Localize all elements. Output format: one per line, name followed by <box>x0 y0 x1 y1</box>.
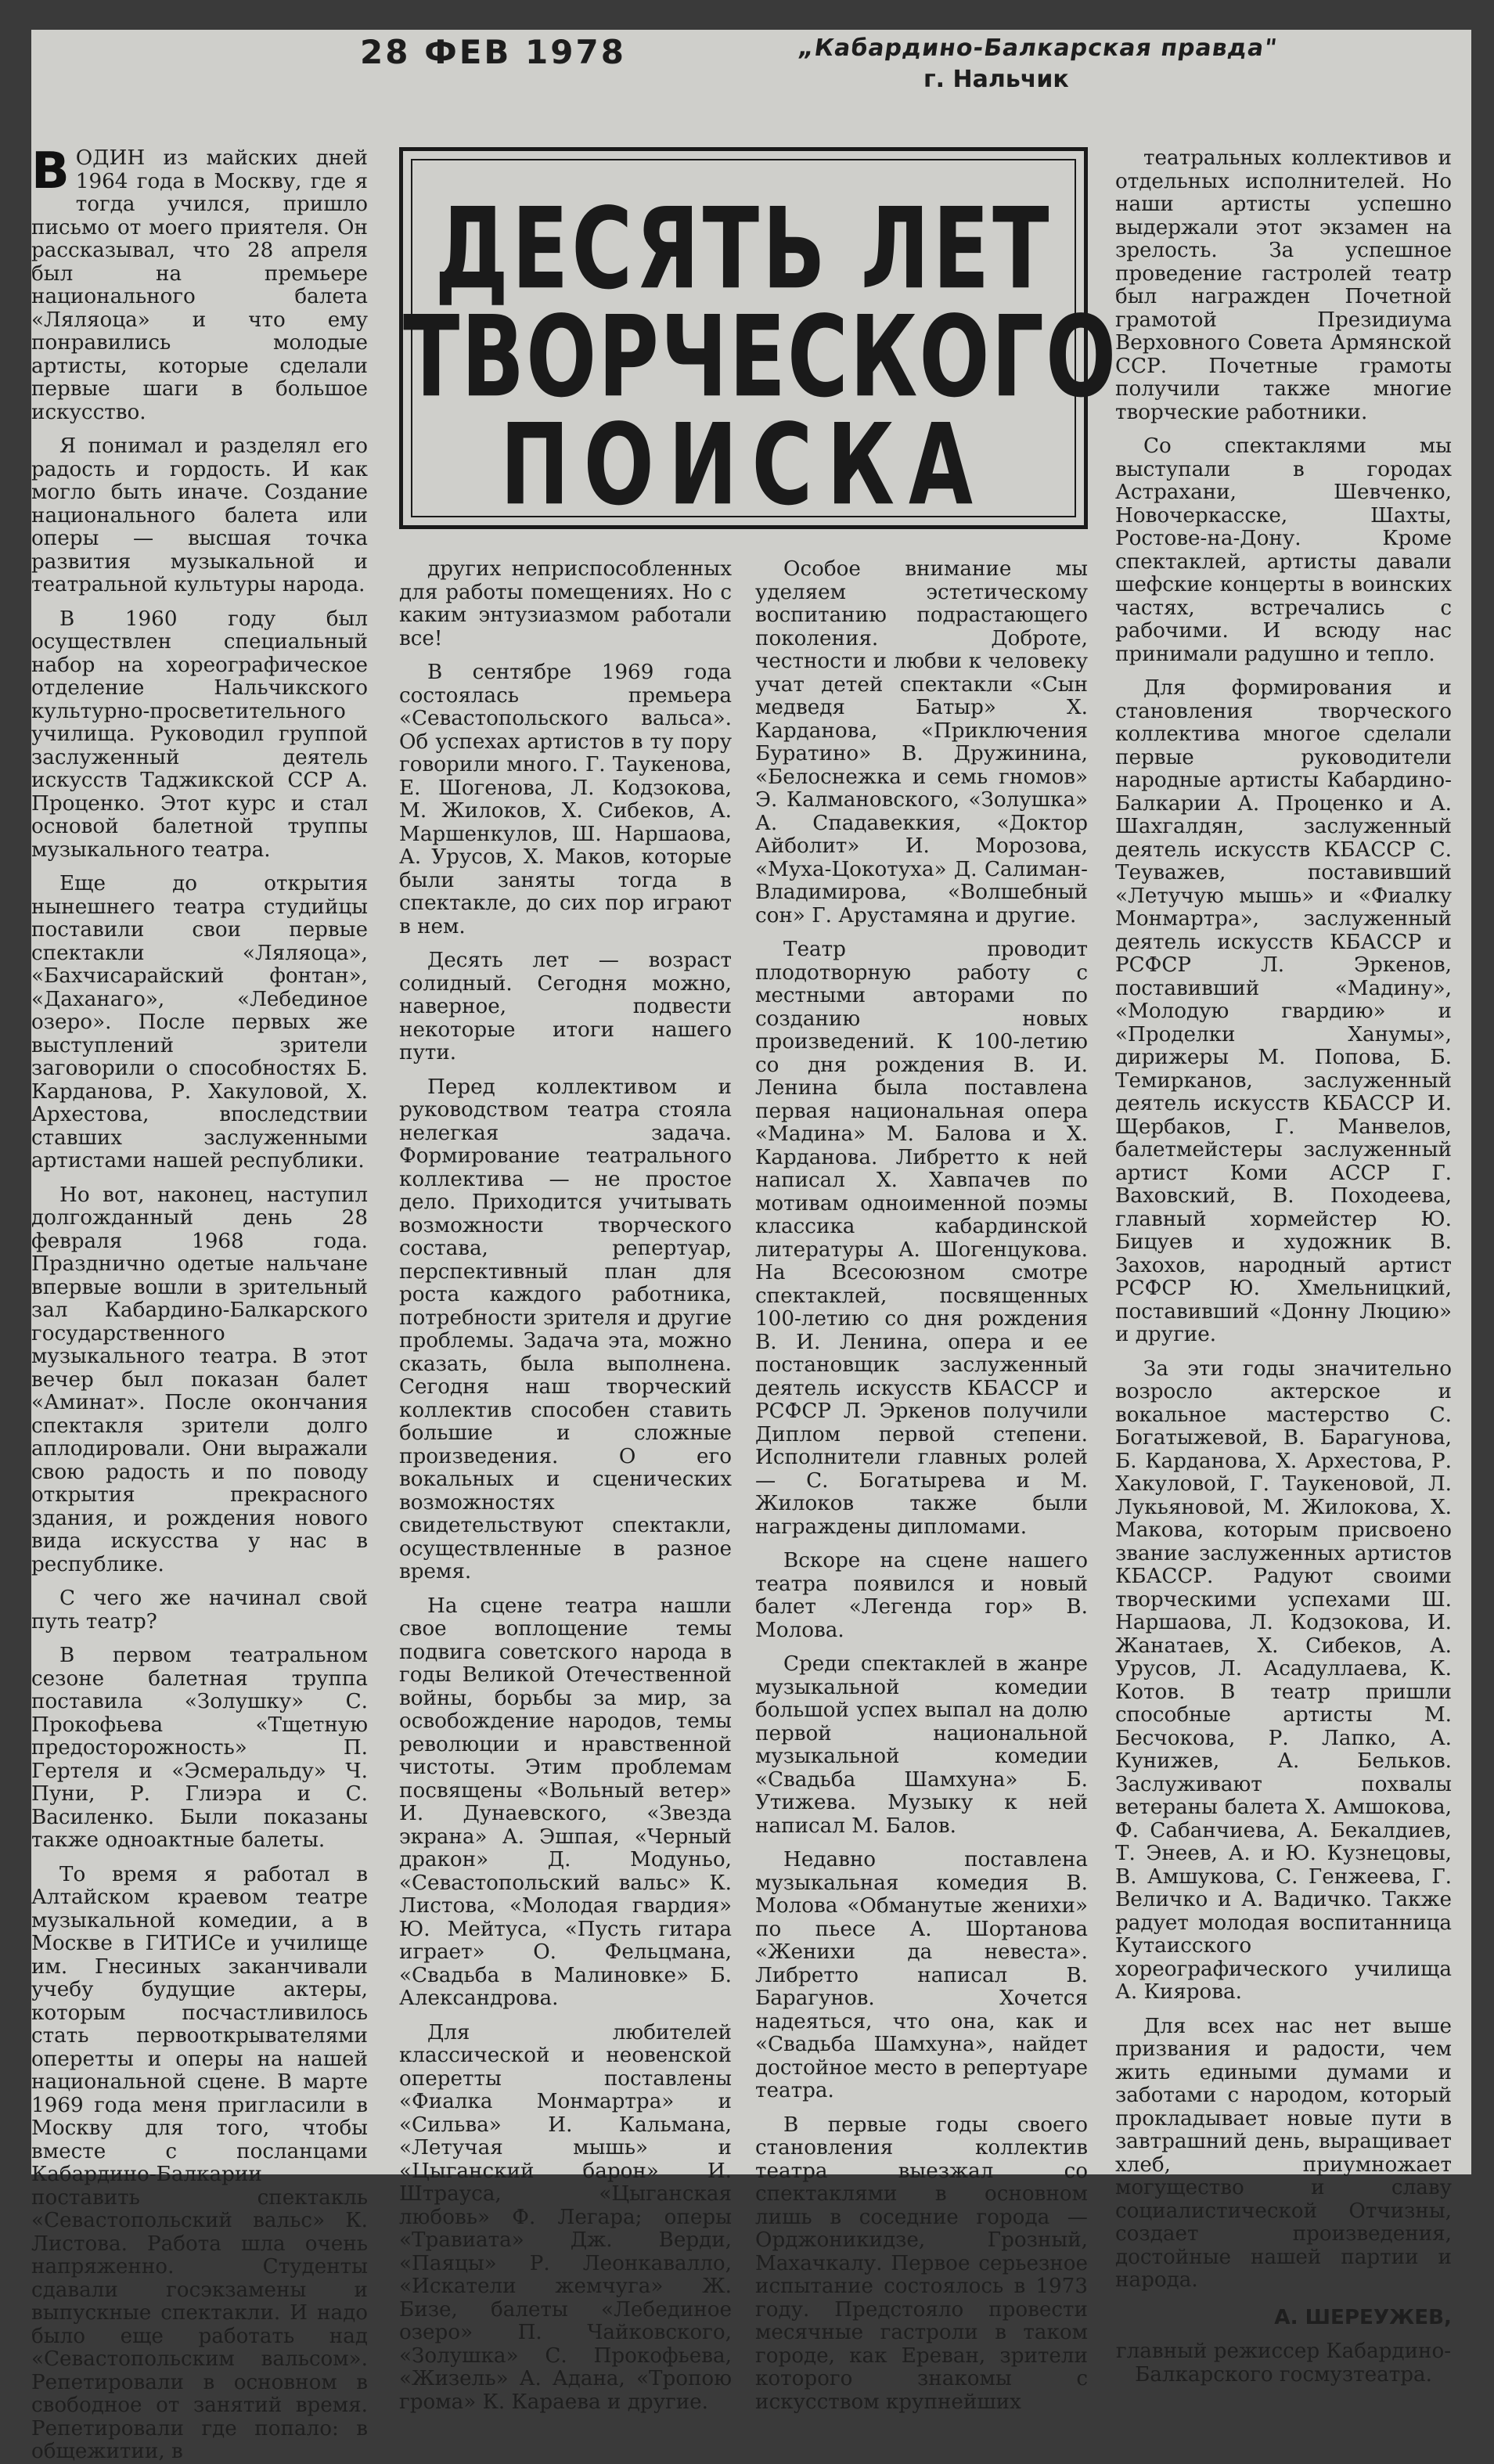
article-column-2 <box>399 557 732 2414</box>
newspaper-clipping <box>31 30 1471 2463</box>
article-column-1 <box>31 142 368 2463</box>
paragraph: Еще до открытия нынешнего театра студийцы поставили свои первые спектакли «Ляляоца», «Бахчисарайский фонтан», «Даханаго», «Лебединое озеро». После первых же выступлений зрители заговорили о способностях Б. Карданова, Р. Хакуловой, Х. Архестова, впоследствии ставших заслуженными артистами нашей республики. <box>31 872 368 1173</box>
paragraph: Театр проводит плодотворную работу с местными авторами по созданию новых произведений. К 100-летию со дня рождения В. И. Ленина была поставлена первая национальная опера «Мадина» М. Балова и Х. Карданова. Либретто к ней написал Х. Хавпачев по мотивам одноименной поэмы классика кабардинской литературы А. Шогенцукова. На Всесоюзном смотре спектаклей, посвященных 100-летию со дня рождения В. И. Ленина, опера и ее постановщик заслуженный деятель искусств КБАССР и РСФСР Л. Эркенов получили Диплом первой степени. Исполнители главных ролей — С. Богатырева и М. Жилоков также были награждены дипломами. <box>755 938 1088 1539</box>
paragraph: На сцене театра нашли свое воплощение темы подвига советского народа в годы Великой Отечественной войны, борьбы за мир, за освобождение народов, темы революции и нравственной чистоты. Этим проблемам посвящены «Вольный ветер» И. Дунаевского, «Звезда экрана» А. Эшпая, «Черный дракон» Д. Модуньо, «Севастопольский вальс» К. Листова, «Молодая гвардия» Ю. Мейтуса, «Пусть гитара играет» О. Фельцмана, «Свадьба в Малиновке» Б. Александрова. <box>399 1594 732 2010</box>
date-stamp: 28 ФЕВ 1978 <box>360 33 626 71</box>
paragraph: Недавно поставлена музыкальная комедия В. Молова «Обманутые женихи» по пьесе А. Шортанова «Женихи да невеста». Либретто написал В. Барагунов. Хочется надеяться, что она, как и «Свадьба Шамхуна», найдет достойное место в репертуаре театра. <box>755 1848 1088 2102</box>
city-stamp: г. Нальчик <box>923 66 1069 93</box>
headline-line-1: ДЕСЯТЬ ЛЕТ <box>434 184 1053 315</box>
paragraph: За эти годы значительно возросло актерское и вокальное мастерство С. Богатыжевой, В. Барагунова, Б. Карданова, Х. Архестова, Р. Хакуловой, Г. Таукеновой, Л. Лукьяновой, М. Жилокова, Х. Макова, которым присвоено звание заслуженных артистов КБАССР. Радуют своими творческими успехами Ш. Наршаова, Л. Кодзокова, И. Жанатаев, Х. Сибеков, А. Урусов, Л. Асадуллаева, К. Котов. В театр пришли способные артисты М. Бесчокова, Р. Лапко, А. Кунижев, А. Бельков. Заслуживают похвалы ветераны балета Х. Амшокова, Ф. Сабанчиева, А. Бекалдиев, Т. Энеев, А. и Ю. Кузнецовы, В. Амшукова, С. Генжеева, Г. Величко и А. Вадичко. Также радует молодая воспитанница Кутаисского хореографического училища А. Киярова. <box>1115 1356 1452 2004</box>
paragraph: Для любителей классической и неовенской оперетты поставлены «Фиалка Монмартра» и «Сильва» И. Кальмана, «Летучая мышь» и «Цыганский барон» И. Штрауса, «Цыганская любовь» Ф. Легара; оперы «Травиата» Дж. Верди, «Паяцы» Р. Леонкавалло, «Искатели жемчуга» Ж. Бизе, балеты «Лебединое озеро» П. Чайковского, «Золушка» С. Прокофьева, «Жизель» А. Адана, «Тропою грома» К. Караева и другие. <box>399 2020 732 2414</box>
article-column-4 <box>1115 146 1452 2387</box>
paragraph: Перед коллективом и руководством театра стояла нелегкая задача. Формирование театрального коллектива — не простое дело. Приходится учитывать возможности творческого состава, репертуар, перспективный план для роста каждого работника, потребности зрителя и другие проблемы. Задача эта, можно сказать, была выполнена. Сегодня наш творческий коллектив способен ставить большие и сложные произведения. О его вокальных и сценических возможностях свидетельствуют спектакли, осуществленные в разное время. <box>399 1075 732 1583</box>
headline-line-2: ТВОРЧЕСКОГО <box>403 292 1118 423</box>
paragraph: В сентябре 1969 года состоялась премьера «Севастопольского вальса». Об успехах артистов в ту пору говорили много. Г. Таукенова, Е. Шогенова, Л. Кодзокова, М. Жилоков, Х. Сибеков, А. Маршенкулов, Ш. Наршаова, А. Урусов, Х. Маков, которые были заняты тогда в спектакле, до сих пор играют в нем. <box>399 661 732 938</box>
paragraph: театральных коллективов и отдельных исполнителей. Но наши артисты успешно выдержали этот экзамен на зрелость. За успешное проведение гастролей театр был награжден Почетной грамотой Президиума Верховного Совета Армянской ССР. Почетные грамоты получили также многие творческие работники. <box>1115 146 1452 424</box>
paragraph <box>31 142 368 424</box>
headline-box <box>399 147 1118 531</box>
paragraph: В 1960 году был осуществлен специальный набор на хореографическое отделение Нальчикского культурно-просветительного училища. Руководил группой заслуженный деятель искусств Таджикской ССР А. Проценко. Этот курс и стал основой балетной труппы музыкального театра. <box>31 607 368 862</box>
paragraph: То время я работал в Алтайском краевом театре музыкальной комедии, а в Москве в ГИТИСе и училище им. Гнесиных заканчивали учебу будущие актеры, которым посчастливилось стать первооткрывателями оперетты и оперы на нашей национальной сцене. В марте 1969 года меня пригласили в Москву для того, чтобы вместе с посланцами Кабардино-Балкарии поставить спектакль «Севастопольский вальс» К. Листова. Работа шла очень напряженно. Студенты сдавали госэкзамены и выпускные спектакли. И надо было еще работать над «Севастопольским вальсом». Репетировали в основном в свободное от занятий время. Репетировали где попало: в общежитии, в <box>31 1862 368 2463</box>
headline-line-3: ПОИСКА <box>499 400 987 531</box>
author-role: главный режиссер Кабардино-Балкарского госмузтеатра. <box>1115 2340 1452 2387</box>
paragraph: Особое внимание мы уделяем эстетическому воспитанию подрастающего поколения. Доброте, честности и любви к человеку учат детей спектакли «Сын медведя Батыр» Х. Карданова, «Приключения Буратино» В. Дружинина, «Белоснежка и семь гномов» Э. Калмановского, «Золушка» А. Спадавеккия, «Доктор Айболит» И. Морозова, «Муха-Цокотуха» Д. Салиман-Владимирова, «Волшебный сон» Г. Арустамяна и другие. <box>755 557 1088 928</box>
paragraph: Десять лет — возраст солидный. Сегодня можно, наверное, подвести некоторые итоги нашего пути. <box>399 949 732 1064</box>
article-column-3 <box>755 557 1088 2414</box>
paragraph: Со спектаклями мы выступали в городах Астрахани, Шевченко, Новочеркасске, Шахты, Ростове-на-Дону. Кроме спектаклей, артисты давали шефские концерты в воинских частях, встречались с рабочими. И всюду нас принимали радушно и тепло. <box>1115 434 1452 666</box>
newspaper-name-stamp: „Кабардино-Балкарская правда" <box>796 34 1280 62</box>
paragraph: С чего же начинал свой путь театр? <box>31 1587 368 1634</box>
paragraph: Для формирования и становления творческого коллектива многое сделали первые руководители народные артисты Кабардино-Балкарии А. Проценко и А. Шахгалдян, заслуженный деятель искусств КБАССР С. Теуважев, поставивший «Летучую мышь» и «Фиалку Монмартра», заслуженный деятель искусств КБАССР и РСФСР Л. Эркенов, поставивший «Мадину», «Молодую гвардию» и «Проделки Ханумы», дирижеры М. Попова, Б. Темирканов, заслуженный деятель искусств КБАССР И. Щербаков, Г. Манвелов, балетмейстеры заслуженный артист Коми АССР Г. Ваховский, В. Походеева, главный хормейстер Ю. Бицуев и художник В. Захохов, народный артист РСФСР Ю. Хмельницкий, поставивший «Донну Люцию» и другие. <box>1115 676 1452 1346</box>
paragraph: Среди спектаклей в жанре музыкальной комедии большой успех выпал на долю первой национальной музыкальной комедии «Свадьба Шамхуна» Б. Утижева. Музыку к ней написал М. Балов. <box>755 1652 1088 1838</box>
paragraph: других неприспособленных для работы помещениях. Но с каким энтузиазмом работали все! <box>399 557 732 650</box>
paragraph-text: ОДИН из майских дней 1964 года в Москву, где я тогда учился, пришло письмо от моего приятеля. Он рассказывал, что 28 апреля был на премьере национального балета «Ляляоца» и что ему понравились молодые артисты, которые сделали первые шаги в большое искусство. <box>31 146 368 424</box>
paragraph: В первом театральном сезоне балетная труппа поставила «Золушку» С. Прокофьева «Тщетную предосторожность» П. Гертеля и «Эсмеральду» Ч. Пуни, Р. Глиэра и С. Василенко. Были показаны также одноактные балеты. <box>31 1644 368 1852</box>
drop-cap: В <box>31 142 70 200</box>
paragraph: Для всех нас нет выше призвания и радости, чем жить едиными думами и заботами с народом, который прокладывает новые пути в завтрашний день, выращивает хлеб, приумножает могущество и славу социалистической Отчизны, создает произведения, достойные нашей партии и народа. <box>1115 2014 1452 2292</box>
paragraph: Но вот, наконец, наступил долгожданный день 28 февраля 1968 года. Празднично одетые нальчане впервые вошли в зрительный зал Кабардино-Балкарского государственного музыкального театра. В этот вечер был показан балет «Аминат». После окончания спектакля зрители долго аплодировали. Они выражали свою радость и по поводу открытия прекрасного здания, и рождения нового вида искусства у нас в республике. <box>31 1183 368 1576</box>
paragraph: Я понимал и разделял его радость и гордость. И как могло быть иначе. Создание национального балета или оперы — высшая точка развития музыкальной и театральной культуры народа. <box>31 434 368 596</box>
paragraph: В первые годы своего становления коллектив театра выезжал со спектаклями в основном лишь в соседние города — Орджоникидзе, Грозный, Махачкалу. Первое серьезное испытание состоялось в 1973 году. Предстояло провести месячные гастроли в таком городе, как Ереван, зрители которого знакомы с искусством крупнейших <box>755 2113 1088 2414</box>
author-signature: А. ШЕРЕУЖЕВ, <box>1274 2305 1452 2329</box>
paragraph: Вскоре на сцене нашего театра появился и новый балет «Легенда гор» В. Молова. <box>755 1549 1088 1642</box>
